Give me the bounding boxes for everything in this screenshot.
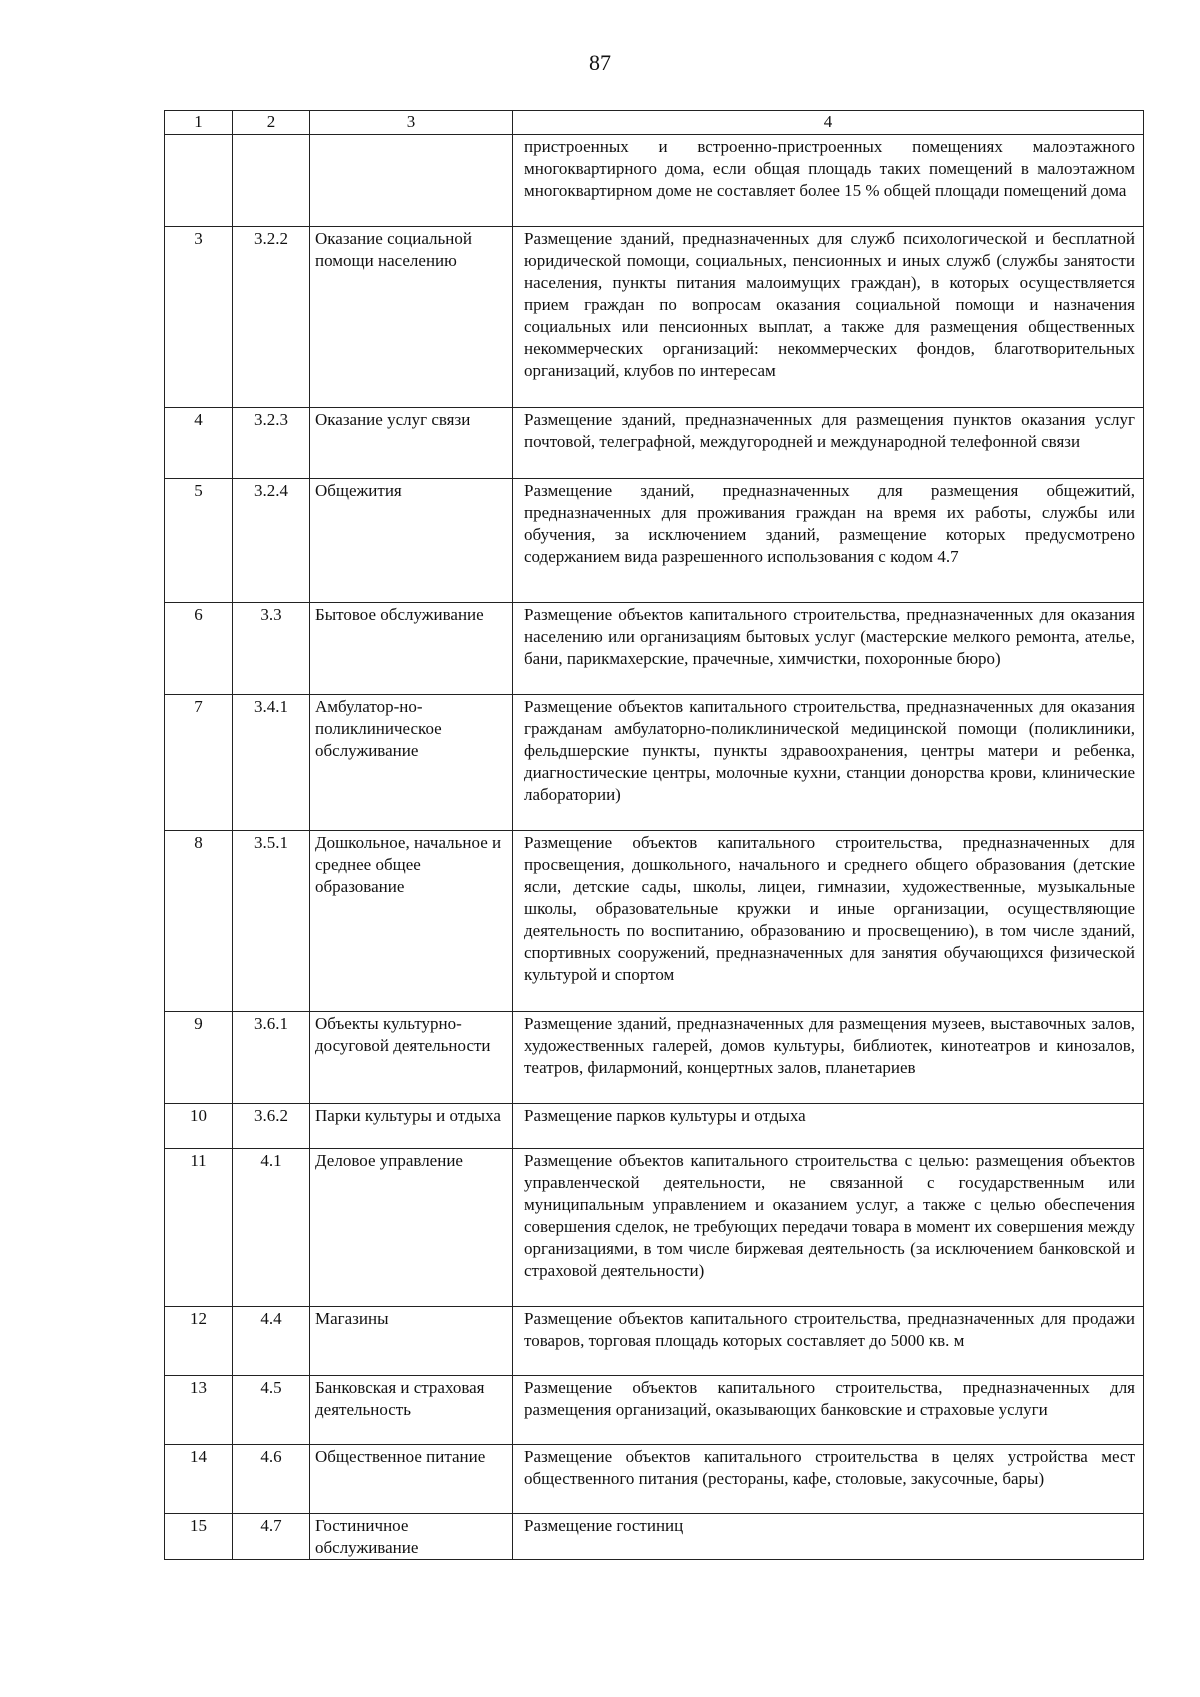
row-description: Размещение объектов капитального строительства с целью: размещения объектов управленческой деятельности, не связанной с государственным или муниципальным управлением и оказанием услуг, а также с целью обеспечения совершения сделок, не требующих передачи товара в момент их совершения между организациями, в том числе биржевая деятельность (за исключением банковской и страховой деятельности) — [513, 1149, 1144, 1307]
row-code: 4.6 — [233, 1445, 310, 1514]
table-row — [165, 408, 1144, 479]
table-row — [165, 1307, 1144, 1376]
row-name: Банковская и страховая деятельность — [310, 1376, 513, 1445]
row-number: 8 — [165, 831, 233, 1012]
table-header-row — [165, 111, 1144, 135]
row-number: 11 — [165, 1149, 233, 1307]
table-row — [165, 1376, 1144, 1445]
table-row — [165, 1445, 1144, 1514]
row-code: 3.6.2 — [233, 1104, 310, 1149]
row-name: Общественное питание — [310, 1445, 513, 1514]
column-header-4: 4 — [513, 111, 1144, 135]
table-row — [165, 1149, 1144, 1307]
row-number: 5 — [165, 479, 233, 603]
row-code: 3.6.1 — [233, 1012, 310, 1104]
row-description: Размещение гостиниц — [513, 1514, 1144, 1560]
row-name: Объекты культурно-досуговой деятельности — [310, 1012, 513, 1104]
row-name: Магазины — [310, 1307, 513, 1376]
row-name: Гостиничное обслуживание — [310, 1514, 513, 1560]
table-row — [165, 603, 1144, 695]
row-description: Размещение зданий, предназначенных для размещения общежитий, предназначенных для проживания граждан на время их работы, службы или обучения, за исключением зданий, размещение которых предусмотрено содержанием вида разрешенного использования с кодом 4.7 — [513, 479, 1144, 603]
page-number: 87 — [589, 50, 611, 75]
table-row — [165, 1104, 1144, 1149]
row-number: 4 — [165, 408, 233, 479]
row-code: 3.3 — [233, 603, 310, 695]
row-code: 3.2.3 — [233, 408, 310, 479]
row-name — [310, 135, 513, 227]
column-header-3: 3 — [310, 111, 513, 135]
row-code — [233, 135, 310, 227]
row-description: Размещение объектов капитального строительства, предназначенных для размещения организаций, оказывающих банковские и страховые услуги — [513, 1376, 1144, 1445]
row-name: Амбулатор-но-поликлиническое обслуживание — [310, 695, 513, 831]
row-code: 4.1 — [233, 1149, 310, 1307]
row-number: 15 — [165, 1514, 233, 1560]
column-header-1: 1 — [165, 111, 233, 135]
land-use-table — [164, 110, 1144, 1560]
row-name: Общежития — [310, 479, 513, 603]
row-name: Деловое управление — [310, 1149, 513, 1307]
table-row — [165, 227, 1144, 408]
row-description: Размещение парков культуры и отдыха — [513, 1104, 1144, 1149]
row-code: 3.4.1 — [233, 695, 310, 831]
row-description: Размещение объектов капитального строительства в целях устройства мест общественного питания (рестораны, кафе, столовые, закусочные, бары) — [513, 1445, 1144, 1514]
row-description: Размещение зданий, предназначенных для размещения пунктов оказания услуг почтовой, телеграфной, междугородней и международной телефонной связи — [513, 408, 1144, 479]
row-name: Оказание социальной помощи населению — [310, 227, 513, 408]
row-description: Размещение зданий, предназначенных для служб психологической и бесплатной юридической помощи, социальных, пенсионных и иных служб (службы занятости населения, пункты питания малоимущих граждан), в которых осуществляется прием граждан по вопросам оказания социальной помощи и назначения социальных или пенсионных выплат, а также для размещения общественных некоммерческих организаций: некоммерческих фондов, благотворительных организаций, клубов по интересам — [513, 227, 1144, 408]
row-code: 4.7 — [233, 1514, 310, 1560]
row-number: 6 — [165, 603, 233, 695]
table-row — [165, 479, 1144, 603]
row-number: 9 — [165, 1012, 233, 1104]
land-use-table-container — [164, 110, 1143, 1560]
row-name: Дошкольное, начальное и среднее общее образование — [310, 831, 513, 1012]
row-number: 13 — [165, 1376, 233, 1445]
row-number: 3 — [165, 227, 233, 408]
table-row — [165, 1514, 1144, 1560]
row-number: 12 — [165, 1307, 233, 1376]
table-row — [165, 831, 1144, 1012]
row-code: 4.4 — [233, 1307, 310, 1376]
row-description: Размещение зданий, предназначенных для размещения музеев, выставочных залов, художественных галерей, домов культуры, библиотек, кинотеатров и кинозалов, театров, филармоний, концертных залов, планетариев — [513, 1012, 1144, 1104]
row-code: 3.5.1 — [233, 831, 310, 1012]
row-description: Размещение объектов капитального строительства, предназначенных для продажи товаров, торговая площадь которых составляет до 5000 кв. м — [513, 1307, 1144, 1376]
row-description: Размещение объектов капитального строительства, предназначенных для просвещения, дошкольного, начального и среднего общего образования (детские ясли, детские сады, школы, лицеи, гимназии, художественные, музыкальные школы, образовательные кружки и иные организации, осуществляющие деятельность по воспитанию, образованию и просвещению), в том числе зданий, спортивных сооружений, предназначенных для занятия обучающихся физической культурой и спортом — [513, 831, 1144, 1012]
row-description: Размещение объектов капитального строительства, предназначенных для оказания населению или организациям бытовых услуг (мастерские мелкого ремонта, ателье, бани, парикмахерские, прачечные, химчистки, похоронные бюро) — [513, 603, 1144, 695]
column-header-2: 2 — [233, 111, 310, 135]
table-row — [165, 135, 1144, 227]
row-number: 14 — [165, 1445, 233, 1514]
row-number — [165, 135, 233, 227]
row-description: Размещение объектов капитального строительства, предназначенных для оказания гражданам амбулаторно-поликлинической медицинской помощи (поликлиники, фельдшерские пункты, пункты здравоохранения, центры матери и ребенка, диагностические центры, молочные кухни, станции донорства крови, клинические лаборатории) — [513, 695, 1144, 831]
table-row — [165, 695, 1144, 831]
row-name: Оказание услуг связи — [310, 408, 513, 479]
row-name: Бытовое обслуживание — [310, 603, 513, 695]
row-code: 3.2.4 — [233, 479, 310, 603]
row-number: 7 — [165, 695, 233, 831]
row-name: Парки культуры и отдыха — [310, 1104, 513, 1149]
row-code: 3.2.2 — [233, 227, 310, 408]
row-description: пристроенных и встроенно-пристроенных помещениях малоэтажного многоквартирного дома, если общая площадь таких помещений в малоэтажном многоквартирном доме не составляет более 15 % общей площади помещений дома — [513, 135, 1144, 227]
row-code: 4.5 — [233, 1376, 310, 1445]
row-number: 10 — [165, 1104, 233, 1149]
table-row — [165, 1012, 1144, 1104]
